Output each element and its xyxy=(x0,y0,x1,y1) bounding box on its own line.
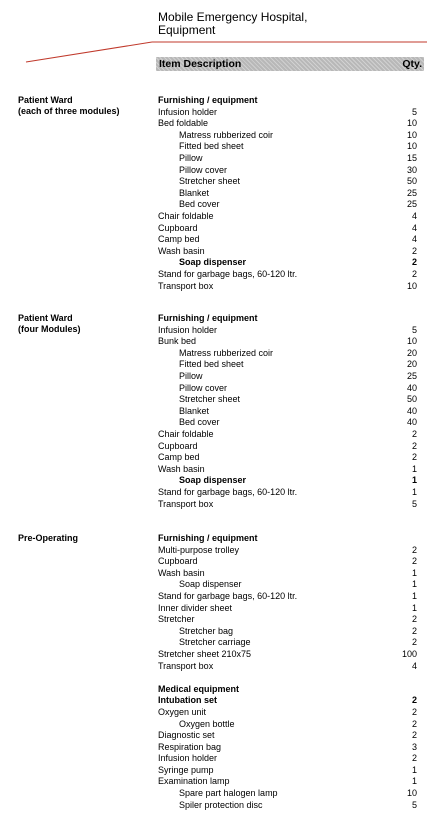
item-row xyxy=(0,176,427,188)
item-row xyxy=(0,765,427,777)
item-row xyxy=(0,325,427,337)
item-qty: 20 xyxy=(406,359,417,370)
item-row xyxy=(0,452,427,464)
item-qty: 4 xyxy=(411,660,417,671)
item-qty: 2 xyxy=(411,268,417,279)
item-name: Pillow cover xyxy=(179,382,228,393)
item-qty: 2 xyxy=(411,544,417,555)
item-row xyxy=(0,234,427,246)
item-row xyxy=(0,281,427,293)
item-name: Transport box xyxy=(158,498,214,509)
category-heading xyxy=(0,313,427,325)
item-qty: 25 xyxy=(406,370,417,381)
item-row xyxy=(0,211,427,223)
item-qty: 3 xyxy=(411,741,417,752)
item-qty: 10 xyxy=(406,788,417,799)
item-row xyxy=(0,753,427,765)
item-row xyxy=(0,637,427,649)
item-row xyxy=(0,257,427,269)
item-qty: 2 xyxy=(411,637,417,648)
item-qty: 2 xyxy=(411,428,417,439)
item-name: Bed cover xyxy=(179,199,220,210)
item-row xyxy=(0,336,427,348)
item-name: Stretcher sheet 210x75 xyxy=(158,648,252,659)
category-heading xyxy=(0,95,427,107)
item-qty: 5 xyxy=(411,498,417,509)
item-name: Bed cover xyxy=(179,417,220,428)
item-qty: 2 xyxy=(411,440,417,451)
item-qty: 1 xyxy=(411,579,417,590)
item-name: Infusion holder xyxy=(158,753,218,764)
item-qty: 5 xyxy=(411,799,417,810)
item-row xyxy=(0,464,427,476)
item-row xyxy=(0,661,427,673)
item-qty: 2 xyxy=(411,614,417,625)
item-qty: 100 xyxy=(401,648,417,659)
item-row xyxy=(0,199,427,211)
item-name: Soap dispenser xyxy=(179,475,247,486)
item-row xyxy=(0,188,427,200)
item-row xyxy=(0,579,427,591)
item-qty: 2 xyxy=(411,706,417,717)
item-name: Oxygen bottle xyxy=(179,718,235,729)
item-row xyxy=(0,591,427,603)
item-qty: 2 xyxy=(411,695,417,706)
item-qty: 10 xyxy=(406,280,417,291)
item-name: Stand for garbage bags, 60-120 ltr. xyxy=(158,590,298,601)
item-row xyxy=(0,130,427,142)
item-name: Chair foldable xyxy=(158,428,214,439)
section-rows xyxy=(0,95,427,292)
item-row xyxy=(0,359,427,371)
item-name: Camp bed xyxy=(158,234,200,245)
item-qty: 2 xyxy=(411,753,417,764)
item-qty: 4 xyxy=(411,222,417,233)
item-row xyxy=(0,603,427,615)
item-name: Inner divider sheet xyxy=(158,602,233,613)
item-name: Examination lamp xyxy=(158,776,230,787)
item-row xyxy=(0,118,427,130)
item-row xyxy=(0,383,427,395)
category-label: Medical equipment xyxy=(158,683,240,694)
item-row xyxy=(0,107,427,119)
item-qty: 25 xyxy=(406,199,417,210)
item-name: Soap dispenser xyxy=(179,257,247,268)
title-line-2: Equipment xyxy=(158,23,216,37)
item-name: Blanket xyxy=(179,187,210,198)
item-qty: 1 xyxy=(411,764,417,775)
title-line-1: Mobile Emergency Hospital, xyxy=(158,10,308,24)
item-qty: 40 xyxy=(406,382,417,393)
item-row xyxy=(0,165,427,177)
item-qty: 40 xyxy=(406,405,417,416)
item-name: Stretcher xyxy=(158,614,195,625)
item-row xyxy=(0,649,427,661)
item-row xyxy=(0,153,427,165)
category-label: Furnishing / equipment xyxy=(158,313,258,323)
item-name: Spiler protection disc xyxy=(179,799,263,810)
item-name: Stretcher carriage xyxy=(179,637,251,648)
category-heading xyxy=(0,684,427,696)
section-rows xyxy=(0,313,427,510)
item-qty: 2 xyxy=(411,257,417,268)
item-name: Diagnostic set xyxy=(158,730,215,741)
item-name: Cupboard xyxy=(158,556,198,567)
section-label-line: (each of three modules) xyxy=(18,106,120,117)
item-name: Cupboard xyxy=(158,440,198,451)
item-qty: 10 xyxy=(406,129,417,140)
item-name: Fitted bed sheet xyxy=(179,141,244,152)
item-row xyxy=(0,719,427,731)
item-row xyxy=(0,246,427,258)
item-qty: 20 xyxy=(406,347,417,358)
item-qty: 2 xyxy=(411,245,417,256)
item-qty: 30 xyxy=(406,164,417,175)
item-name: Bunk bed xyxy=(158,336,197,347)
item-row xyxy=(0,394,427,406)
section-rows xyxy=(0,533,427,811)
item-name: Transport box xyxy=(158,660,214,671)
item-name: Syringe pump xyxy=(158,764,214,775)
item-name: Matress rubberized coir xyxy=(179,347,274,358)
document-title xyxy=(158,11,307,37)
section-label-line: (four Modules) xyxy=(18,324,81,335)
item-name: Soap dispenser xyxy=(179,579,242,590)
item-name: Intubation set xyxy=(158,695,217,706)
item-row xyxy=(0,223,427,235)
category-heading xyxy=(0,533,427,545)
item-name: Respiration bag xyxy=(158,741,222,752)
item-qty: 1 xyxy=(411,486,417,497)
item-qty: 4 xyxy=(411,210,417,221)
item-row xyxy=(0,141,427,153)
item-row xyxy=(0,568,427,580)
item-name: Pillow cover xyxy=(179,164,228,175)
item-qty: 2 xyxy=(411,452,417,463)
item-qty: 15 xyxy=(406,152,417,163)
item-qty: 1 xyxy=(411,567,417,578)
item-qty: 1 xyxy=(411,602,417,613)
item-name: Cupboard xyxy=(158,222,198,233)
item-qty: 10 xyxy=(406,141,417,152)
category-label: Furnishing / equipment xyxy=(158,533,258,543)
item-name: Stretcher sheet xyxy=(179,394,241,405)
item-name: Wash basin xyxy=(158,567,205,578)
item-row xyxy=(0,269,427,281)
group-spacer xyxy=(0,672,427,684)
item-name: Pillow xyxy=(179,370,203,381)
item-name: Stand for garbage bags, 60-120 ltr. xyxy=(158,486,298,497)
item-name: Wash basin xyxy=(158,245,205,256)
item-row xyxy=(0,499,427,511)
item-row xyxy=(0,417,427,429)
item-row xyxy=(0,776,427,788)
item-qty: 2 xyxy=(411,718,417,729)
item-qty: 1 xyxy=(411,776,417,787)
item-row xyxy=(0,545,427,557)
section-label-line: Patient Ward xyxy=(18,313,73,323)
item-name: Blanket xyxy=(179,405,210,416)
item-row xyxy=(0,730,427,742)
item-qty: 50 xyxy=(406,176,417,187)
item-row xyxy=(0,695,427,707)
item-qty: 10 xyxy=(406,336,417,347)
item-qty: 5 xyxy=(411,106,417,117)
item-qty: 1 xyxy=(411,463,417,474)
item-name: Spare part halogen lamp xyxy=(179,788,278,799)
item-qty: 50 xyxy=(406,394,417,405)
item-qty: 25 xyxy=(406,187,417,198)
item-qty: 5 xyxy=(411,324,417,335)
item-row xyxy=(0,406,427,418)
section-label-line: Patient Ward xyxy=(18,95,73,105)
item-qty: 2 xyxy=(411,625,417,636)
item-row xyxy=(0,742,427,754)
category-label: Furnishing / equipment xyxy=(158,95,258,105)
item-qty: 2 xyxy=(411,730,417,741)
item-qty: 10 xyxy=(406,118,417,129)
table-header xyxy=(156,57,424,71)
item-name: Stretcher sheet xyxy=(179,176,241,187)
item-row xyxy=(0,348,427,360)
item-qty: 4 xyxy=(411,234,417,245)
header-item-description: Item Description xyxy=(159,58,242,70)
item-name: Multi-purpose trolley xyxy=(158,544,240,555)
item-row xyxy=(0,626,427,638)
item-row xyxy=(0,788,427,800)
item-name: Stand for garbage bags, 60-120 ltr. xyxy=(158,268,298,279)
item-name: Stretcher bag xyxy=(179,625,234,636)
item-name: Fitted bed sheet xyxy=(179,359,244,370)
item-row xyxy=(0,614,427,626)
item-row xyxy=(0,707,427,719)
section-label-line: Pre-Operating xyxy=(18,533,79,543)
item-name: Bed foldable xyxy=(158,118,209,129)
item-row xyxy=(0,556,427,568)
item-name: Pillow xyxy=(179,152,203,163)
item-row xyxy=(0,441,427,453)
item-name: Chair foldable xyxy=(158,210,214,221)
item-row xyxy=(0,487,427,499)
item-row xyxy=(0,371,427,383)
item-name: Camp bed xyxy=(158,452,200,463)
item-name: Oxygen unit xyxy=(158,706,207,717)
item-qty: 40 xyxy=(406,417,417,428)
item-row xyxy=(0,429,427,441)
item-name: Infusion holder xyxy=(158,106,218,117)
item-name: Matress rubberized coir xyxy=(179,129,274,140)
item-row xyxy=(0,800,427,812)
item-row xyxy=(0,475,427,487)
header-qty: Qty. xyxy=(402,58,422,70)
item-name: Wash basin xyxy=(158,463,205,474)
item-name: Infusion holder xyxy=(158,324,218,335)
item-qty: 1 xyxy=(411,590,417,601)
item-qty: 2 xyxy=(411,556,417,567)
item-name: Transport box xyxy=(158,280,214,291)
item-qty: 1 xyxy=(411,475,417,486)
